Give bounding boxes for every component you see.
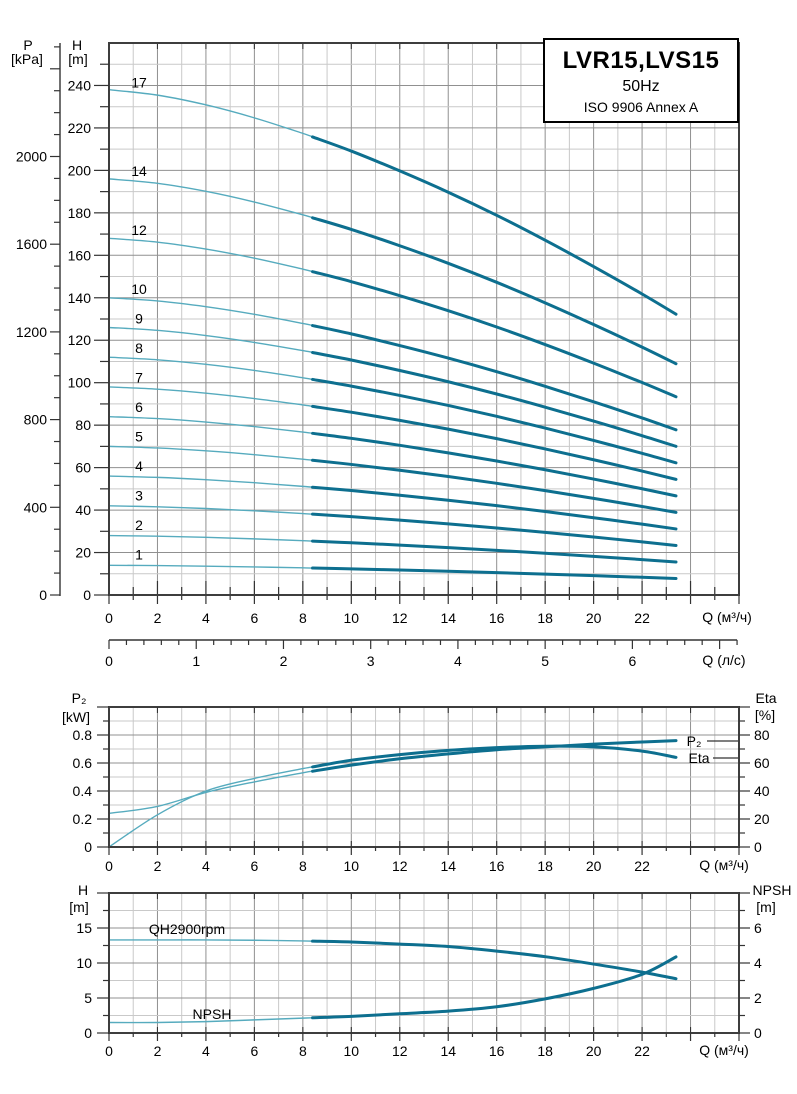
x-tick-label: 14 (440, 858, 457, 874)
h-tick-label: 180 (67, 204, 91, 221)
q-m3h-axis-label-mid: Q (м³/ч) (699, 857, 749, 873)
x-tick-label: 2 (153, 858, 162, 874)
npsh-curve-label: NPSH (192, 1006, 232, 1022)
p2-tick-label: 0 (84, 839, 92, 855)
eta-axis-unit: [%] (754, 707, 776, 723)
npsh-tick-label: 2 (754, 990, 762, 1006)
lps-tick-label: 0 (105, 653, 113, 669)
npsh-axis-unit: [m] (756, 899, 776, 915)
x-tick-label: 10 (343, 1043, 360, 1059)
x-tick-label: 22 (634, 1043, 650, 1059)
eta-tick-label: 20 (754, 811, 770, 827)
npsh-tick-label: 4 (754, 955, 762, 971)
title-box (543, 38, 739, 123)
p-axis-unit: [kPa] (11, 51, 43, 67)
x-tick-label: 4 (202, 1043, 210, 1059)
stage-curve-9-thick (313, 352, 676, 446)
q-lps-axis-label: Q (л/с) (702, 652, 746, 668)
npsh-axis-title: NPSH (752, 882, 792, 898)
h-axis-unit: [m] (68, 51, 88, 67)
x-tick-label: 10 (343, 858, 360, 874)
x-tick-label: 16 (488, 858, 505, 874)
h-axis-title: H (71, 37, 83, 53)
x-tick-label: 4 (202, 610, 210, 626)
x-tick-label: 22 (634, 610, 650, 626)
x-tick-label: 16 (488, 610, 505, 626)
h-tick-label: 240 (67, 77, 91, 94)
lps-tick-label: 3 (366, 653, 375, 669)
p-tick-label: 1200 (15, 323, 47, 340)
stage-curve-label: 5 (135, 428, 143, 445)
npsh-curve-thick (313, 957, 676, 1018)
x-tick-label: 2 (153, 1043, 162, 1059)
stage-curve-1-thick (313, 568, 676, 578)
x-tick-label: 2 (153, 610, 162, 626)
stage-curve-17-thin (109, 90, 313, 137)
stage-curve-14-thin (109, 179, 313, 218)
x-tick-label: 18 (537, 858, 553, 874)
x-tick-label: 0 (105, 610, 113, 626)
stage-curve-label: 7 (135, 369, 143, 386)
stage-curve-label: 8 (135, 339, 143, 356)
lps-tick-label: 1 (192, 653, 201, 669)
stage-curve-label: 3 (135, 487, 143, 504)
model-title: LVR15,LVS15 (562, 46, 720, 74)
qh2900rpm-curve-thin (109, 940, 313, 941)
standard-label: ISO 9906 Annex A (583, 98, 699, 115)
x-tick-label: 4 (202, 858, 210, 874)
frequency-label: 50Hz (622, 77, 660, 95)
h-tick-label: 20 (75, 544, 91, 561)
stage-curve-2-thick (313, 541, 676, 562)
eta-tick-label: 60 (754, 755, 770, 771)
p-tick-label: 800 (23, 411, 47, 428)
p-tick-label: 2000 (15, 148, 47, 165)
p-tick-label: 0 (39, 587, 47, 603)
p2-axis-title: P₂ (71, 690, 87, 706)
p2-tick-label: 0.2 (72, 811, 92, 827)
lps-tick-label: 5 (541, 653, 550, 669)
stage-curve-label: 12 (131, 221, 147, 238)
stage-curve-label: 6 (135, 398, 143, 415)
x-tick-label: 10 (343, 610, 360, 626)
h2-tick-label: 0 (84, 1025, 92, 1041)
stage-curve-label: 17 (131, 74, 147, 91)
x-tick-label: 20 (585, 858, 602, 874)
h-tick-label: 200 (67, 162, 91, 179)
eta-curve-thin (109, 767, 313, 847)
h-tick-label: 120 (67, 332, 91, 349)
stage-curve-6-thick (313, 433, 676, 496)
x-tick-label: 6 (250, 1043, 259, 1059)
eta-curve-label: Eta (688, 750, 710, 766)
h2-axis-unit: [m] (69, 899, 89, 915)
x-tick-label: 18 (537, 1043, 553, 1059)
p-axis-title: P (23, 37, 33, 53)
stage-curve-12-thick (313, 272, 676, 397)
stage-curve-3-thick (313, 514, 676, 545)
x-tick-label: 12 (391, 610, 408, 626)
eta-tick-label: 0 (754, 839, 762, 855)
lps-tick-label: 6 (628, 653, 637, 669)
stage-curve-4-thick (313, 487, 676, 529)
x-tick-label: 0 (105, 858, 113, 874)
q-m3h-axis-label-main: Q (м³/ч) (702, 609, 752, 625)
q-m3h-axis-label-bot: Q (м³/ч) (699, 1042, 749, 1058)
x-tick-label: 8 (298, 1043, 307, 1059)
p-tick-label: 400 (23, 499, 47, 516)
h-tick-label: 60 (75, 459, 91, 476)
p2-curve-thin (109, 771, 313, 813)
p2-tick-label: 0.4 (72, 783, 92, 799)
x-tick-label: 6 (250, 858, 259, 874)
eta-axis-title: Eta (755, 690, 777, 706)
stage-curve-4-thin (109, 476, 313, 487)
x-tick-label: 14 (440, 1043, 457, 1059)
stage-curve-7-thick (313, 406, 676, 479)
x-tick-label: 20 (585, 1043, 602, 1059)
stage-curve-label: 2 (135, 516, 143, 533)
x-tick-label: 6 (250, 610, 259, 626)
x-tick-label: 14 (440, 610, 457, 626)
stage-curve-label: 4 (135, 457, 143, 474)
eta-tick-label: 40 (754, 783, 770, 799)
p2-curve-label: P₂ (686, 733, 702, 749)
x-tick-label: 0 (105, 1043, 113, 1059)
x-tick-label: 12 (391, 858, 408, 874)
x-tick-label: 20 (585, 610, 602, 626)
npsh-tick-label: 0 (754, 1025, 762, 1041)
stage-curve-2-thin (109, 536, 313, 542)
h-tick-label: 220 (67, 119, 91, 136)
x-tick-label: 12 (391, 1043, 408, 1059)
p2-tick-label: 0.6 (72, 755, 92, 771)
qh2900rpm-curve-label: QH2900rpm (148, 921, 226, 937)
stage-curve-label: 10 (131, 280, 147, 297)
h-tick-label: 40 (75, 502, 91, 519)
p2-tick-label: 0.8 (72, 727, 92, 743)
p-tick-label: 1600 (15, 236, 47, 253)
lps-tick-label: 4 (454, 653, 462, 669)
p2-axis-unit: [kW] (62, 709, 90, 725)
h-tick-label: 80 (75, 417, 91, 434)
stage-curve-14-thick (313, 218, 676, 364)
x-tick-label: 22 (634, 858, 650, 874)
h2-tick-label: 5 (84, 990, 92, 1006)
h-tick-label: 140 (67, 289, 91, 306)
stage-curve-1-thin (109, 565, 313, 568)
h2-tick-label: 10 (76, 955, 92, 971)
lps-tick-label: 2 (279, 653, 288, 669)
eta-tick-label: 80 (754, 727, 770, 743)
stage-curve-label: 1 (135, 546, 143, 563)
x-tick-label: 16 (488, 1043, 505, 1059)
h2-tick-label: 15 (76, 920, 92, 936)
h-tick-label: 0 (83, 587, 91, 603)
h-tick-label: 100 (67, 374, 91, 391)
stage-curve-label: 14 (131, 162, 147, 179)
x-tick-label: 8 (298, 858, 307, 874)
p2-curve-thick (313, 741, 676, 772)
stage-curve-label: 9 (135, 310, 143, 327)
h-tick-label: 160 (67, 247, 91, 264)
qh2900rpm-curve-thick (313, 941, 676, 979)
x-tick-label: 8 (298, 610, 307, 626)
npsh-tick-label: 6 (754, 920, 762, 936)
h2-axis-title: H (77, 882, 89, 898)
x-tick-label: 18 (537, 610, 553, 626)
